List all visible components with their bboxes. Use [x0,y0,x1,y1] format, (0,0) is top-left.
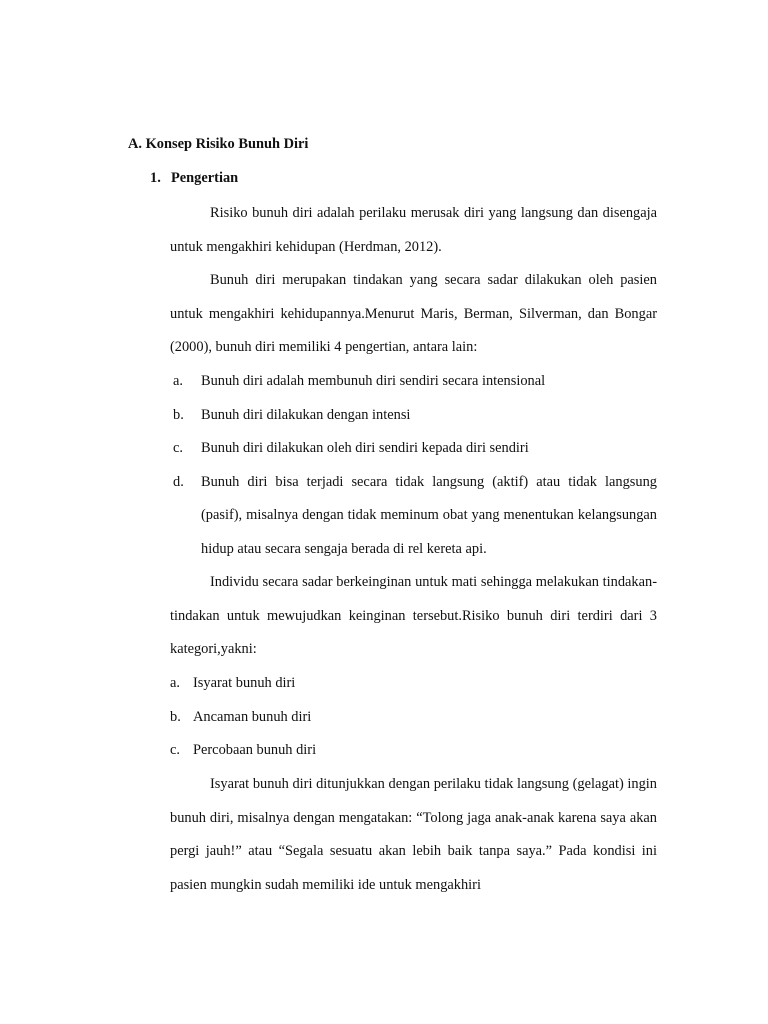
definitions-list [173,365,657,566]
subsection-heading [150,170,238,187]
paragraph-isyarat: Isyarat bunuh diri ditunjukkan dengan perilaku tidak langsung (gelagat) ingin bunuh diri, misalnya dengan mengatakan: “Tolong jaga anak-anak karena saya akan pergi jauh!” atau “Segala sesuatu akan lebih baik tanpa saya.” Pada kondisi ini pasien mungkin sudah memiliki ide untuk mengakhiri [170,776,657,893]
categories-list [170,667,657,768]
paragraph-maris-berman: Bunuh diri merupakan tindakan yang secara sadar dilakukan oleh pasien untuk mengakhiri kehidupannya.Menurut Maris, Berman, Silverman, dan Bongar (2000), bunuh diri memiliki 4 pengertian, antara lain: [170,272,657,355]
list-item [173,365,657,399]
list-item-text: Bunuh diri bisa terjadi secara tidak langsung (aktif) atau tidak langsung (pasif), misalnya dengan tidak meminum obat yang menentukan kelangsungan hidup atau secara sengaja berada di rel kereta api. [201,473,657,557]
list-item [170,667,657,701]
list-item [173,466,657,567]
list-item-text: Ancaman bunuh diri [193,708,312,725]
list-marker: b. [173,406,184,423]
list-marker: b. [170,708,181,725]
list-item [173,399,657,433]
list-item [173,432,657,466]
subsection-number: 1. [150,170,161,186]
list-marker: a. [173,373,183,389]
list-item-text: Bunuh diri dilakukan dengan intensi [201,406,411,423]
list-marker: a. [170,675,180,691]
list-item-text: Percobaan bunuh diri [193,742,317,758]
paragraph-definition: Risiko bunuh diri adalah perilaku merusak diri yang langsung dan disengaja untuk mengakhiri kehidupan (Herdman, 2012). [170,205,657,255]
list-item-text: Bunuh diri adalah membunuh diri sendiri secara intensional [201,373,546,389]
paragraph-individual: Individu secara sadar berkeinginan untuk mati sehingga melakukan tindakan-tindakan untuk mewujudkan keinginan tersebut.Risiko bunuh diri terdiri dari 3 kategori,yakni: [170,574,657,657]
list-item-text: Isyarat bunuh diri [193,675,296,691]
list-marker: c. [170,742,180,758]
list-item [170,734,657,768]
section-heading: A. Konsep Risiko Bunuh Diri [128,136,309,152]
list-item-text: Bunuh diri dilakukan oleh diri sendiri kepada diri sendiri [201,440,529,456]
list-marker: c. [173,440,183,456]
list-item [170,701,657,735]
list-marker: d. [173,473,184,490]
subsection-title: Pengertian [171,170,239,186]
